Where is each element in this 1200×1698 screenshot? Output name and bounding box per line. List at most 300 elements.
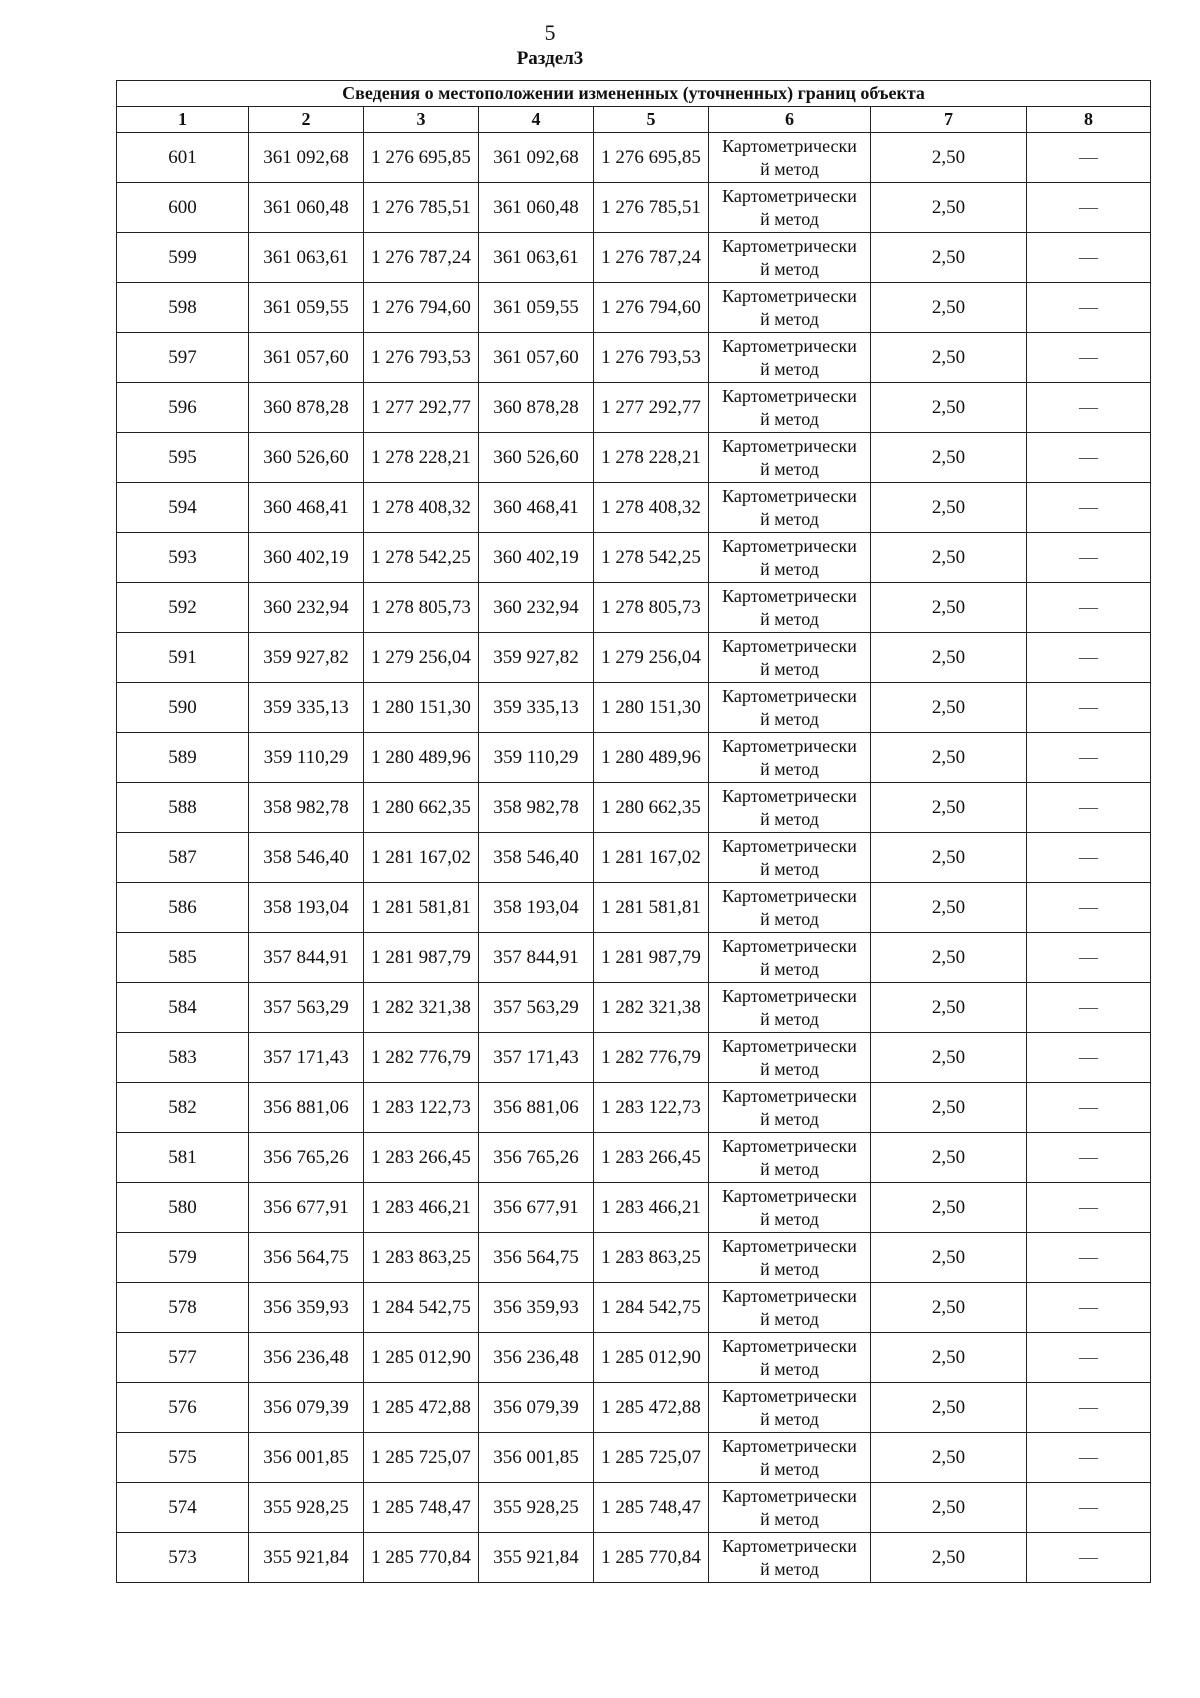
x-new-cell: 357 844,91 <box>479 933 594 983</box>
x-new-cell: 359 335,13 <box>479 683 594 733</box>
table-row <box>117 633 1151 683</box>
x-old-cell: 358 982,78 <box>249 783 364 833</box>
method-line-2: й метод <box>760 1058 819 1079</box>
x-new-cell: 359 110,29 <box>479 733 594 783</box>
y-old-cell: 1 284 542,75 <box>364 1283 479 1333</box>
description-cell: — <box>1027 983 1151 1033</box>
y-old-cell: 1 280 151,30 <box>364 683 479 733</box>
y-new-cell: 1 278 542,25 <box>594 533 709 583</box>
x-old-cell: 357 844,91 <box>249 933 364 983</box>
method-line-2: й метод <box>760 758 819 779</box>
accuracy-cell: 2,50 <box>871 333 1027 383</box>
table-row <box>117 683 1151 733</box>
column-number-header: 2 <box>249 107 364 133</box>
point-number-cell: 573 <box>117 1533 249 1583</box>
description-cell: — <box>1027 233 1151 283</box>
x-old-cell: 361 059,55 <box>249 283 364 333</box>
table-row <box>117 233 1151 283</box>
y-new-cell: 1 276 787,24 <box>594 233 709 283</box>
x-new-cell: 361 057,60 <box>479 333 594 383</box>
method-cell <box>709 1083 871 1133</box>
method-line-1: Картометрически <box>722 335 857 356</box>
x-new-cell: 361 059,55 <box>479 283 594 333</box>
method-line-1: Картометрически <box>722 1135 857 1156</box>
method-line-2: й метод <box>760 1458 819 1479</box>
method-line-1: Картометрически <box>722 735 857 756</box>
method-line-1: Картометрически <box>722 585 857 606</box>
y-new-cell: 1 280 662,35 <box>594 783 709 833</box>
y-old-cell: 1 277 292,77 <box>364 383 479 433</box>
description-cell: — <box>1027 933 1151 983</box>
x-new-cell: 355 921,84 <box>479 1533 594 1583</box>
accuracy-cell: 2,50 <box>871 133 1027 183</box>
description-cell: — <box>1027 833 1151 883</box>
accuracy-cell: 2,50 <box>871 1383 1027 1433</box>
method-line-2: й метод <box>760 1158 819 1179</box>
y-new-cell: 1 281 987,79 <box>594 933 709 983</box>
x-new-cell: 356 079,39 <box>479 1383 594 1433</box>
method-cell <box>709 1033 871 1083</box>
method-line-2: й метод <box>760 658 819 679</box>
accuracy-cell: 2,50 <box>871 283 1027 333</box>
accuracy-cell: 2,50 <box>871 1533 1027 1583</box>
column-number-row <box>117 107 1151 133</box>
point-number-cell: 592 <box>117 583 249 633</box>
point-number-cell: 591 <box>117 633 249 683</box>
accuracy-cell: 2,50 <box>871 1283 1027 1333</box>
y-new-cell: 1 276 794,60 <box>594 283 709 333</box>
y-new-cell: 1 284 542,75 <box>594 1283 709 1333</box>
point-number-cell: 581 <box>117 1133 249 1183</box>
method-cell <box>709 1483 871 1533</box>
accuracy-cell: 2,50 <box>871 583 1027 633</box>
x-new-cell: 361 092,68 <box>479 133 594 183</box>
table-row <box>117 1533 1151 1583</box>
description-cell: — <box>1027 1333 1151 1383</box>
method-line-2: й метод <box>760 158 819 179</box>
x-new-cell: 357 563,29 <box>479 983 594 1033</box>
column-number-header: 5 <box>594 107 709 133</box>
x-old-cell: 359 927,82 <box>249 633 364 683</box>
x-new-cell: 356 881,06 <box>479 1083 594 1133</box>
description-cell: — <box>1027 633 1151 683</box>
point-number-cell: 586 <box>117 883 249 933</box>
description-cell: — <box>1027 1483 1151 1533</box>
y-new-cell: 1 276 785,51 <box>594 183 709 233</box>
table-row <box>117 1483 1151 1533</box>
method-line-2: й метод <box>760 1358 819 1379</box>
x-old-cell: 356 881,06 <box>249 1083 364 1133</box>
table-row <box>117 283 1151 333</box>
y-new-cell: 1 278 228,21 <box>594 433 709 483</box>
method-cell <box>709 283 871 333</box>
y-new-cell: 1 282 321,38 <box>594 983 709 1033</box>
y-old-cell: 1 278 408,32 <box>364 483 479 533</box>
method-line-2: й метод <box>760 558 819 579</box>
x-old-cell: 360 232,94 <box>249 583 364 633</box>
description-cell: — <box>1027 533 1151 583</box>
method-line-1: Картометрически <box>722 685 857 706</box>
y-new-cell: 1 278 408,32 <box>594 483 709 533</box>
x-old-cell: 356 677,91 <box>249 1183 364 1233</box>
y-new-cell: 1 276 793,53 <box>594 333 709 383</box>
method-line-1: Картометрически <box>722 835 857 856</box>
column-number-header: 7 <box>871 107 1027 133</box>
table-row <box>117 383 1151 433</box>
table-row <box>117 1033 1151 1083</box>
point-number-cell: 580 <box>117 1183 249 1233</box>
x-new-cell: 360 402,19 <box>479 533 594 583</box>
accuracy-cell: 2,50 <box>871 183 1027 233</box>
y-old-cell: 1 285 012,90 <box>364 1333 479 1383</box>
table-body <box>117 133 1151 1583</box>
description-cell: — <box>1027 283 1151 333</box>
x-new-cell: 356 236,48 <box>479 1333 594 1383</box>
method-line-1: Картометрически <box>722 1185 857 1206</box>
method-line-1: Картометрически <box>722 435 857 456</box>
y-new-cell: 1 279 256,04 <box>594 633 709 683</box>
description-cell: — <box>1027 333 1151 383</box>
x-new-cell: 360 526,60 <box>479 433 594 483</box>
method-cell <box>709 383 871 433</box>
x-old-cell: 358 193,04 <box>249 883 364 933</box>
method-cell <box>709 483 871 533</box>
method-line-2: й метод <box>760 308 819 329</box>
x-old-cell: 356 765,26 <box>249 1133 364 1183</box>
x-new-cell: 358 193,04 <box>479 883 594 933</box>
description-cell: — <box>1027 433 1151 483</box>
table-row <box>117 833 1151 883</box>
point-number-cell: 594 <box>117 483 249 533</box>
table-row <box>117 333 1151 383</box>
y-old-cell: 1 285 748,47 <box>364 1483 479 1533</box>
method-cell <box>709 333 871 383</box>
x-old-cell: 357 171,43 <box>249 1033 364 1083</box>
method-line-2: й метод <box>760 708 819 729</box>
x-old-cell: 359 335,13 <box>249 683 364 733</box>
point-number-cell: 587 <box>117 833 249 883</box>
method-cell <box>709 983 871 1033</box>
method-cell <box>709 233 871 283</box>
accuracy-cell: 2,50 <box>871 1033 1027 1083</box>
method-line-2: й метод <box>760 1208 819 1229</box>
x-old-cell: 360 878,28 <box>249 383 364 433</box>
y-old-cell: 1 282 321,38 <box>364 983 479 1033</box>
y-old-cell: 1 276 787,24 <box>364 233 479 283</box>
x-old-cell: 361 092,68 <box>249 133 364 183</box>
x-new-cell: 360 878,28 <box>479 383 594 433</box>
method-cell <box>709 533 871 583</box>
method-line-2: й метод <box>760 1008 819 1029</box>
method-cell <box>709 1183 871 1233</box>
x-old-cell: 360 526,60 <box>249 433 364 483</box>
method-line-2: й метод <box>760 808 819 829</box>
y-old-cell: 1 279 256,04 <box>364 633 479 683</box>
point-number-cell: 598 <box>117 283 249 333</box>
point-number-cell: 600 <box>117 183 249 233</box>
method-line-2: й метод <box>760 358 819 379</box>
table-row <box>117 1333 1151 1383</box>
y-old-cell: 1 278 542,25 <box>364 533 479 583</box>
method-line-2: й метод <box>760 608 819 629</box>
y-old-cell: 1 276 785,51 <box>364 183 479 233</box>
table-row <box>117 1383 1151 1433</box>
method-cell <box>709 133 871 183</box>
accuracy-cell: 2,50 <box>871 683 1027 733</box>
accuracy-cell: 2,50 <box>871 233 1027 283</box>
method-line-1: Картометрически <box>722 1535 857 1556</box>
accuracy-cell: 2,50 <box>871 433 1027 483</box>
description-cell: — <box>1027 1083 1151 1133</box>
description-cell: — <box>1027 583 1151 633</box>
x-old-cell: 358 546,40 <box>249 833 364 883</box>
y-new-cell: 1 283 863,25 <box>594 1233 709 1283</box>
accuracy-cell: 2,50 <box>871 533 1027 583</box>
method-line-1: Картометрически <box>722 785 857 806</box>
column-number-header: 8 <box>1027 107 1151 133</box>
method-line-2: й метод <box>760 908 819 929</box>
point-number-cell: 589 <box>117 733 249 783</box>
table-row <box>117 883 1151 933</box>
method-line-1: Картометрически <box>722 535 857 556</box>
description-cell: — <box>1027 183 1151 233</box>
method-cell <box>709 1233 871 1283</box>
y-old-cell: 1 278 805,73 <box>364 583 479 633</box>
accuracy-cell: 2,50 <box>871 1433 1027 1483</box>
y-new-cell: 1 285 472,88 <box>594 1383 709 1433</box>
y-old-cell: 1 276 695,85 <box>364 133 479 183</box>
method-line-1: Картометрически <box>722 185 857 206</box>
column-number-header: 3 <box>364 107 479 133</box>
point-number-cell: 574 <box>117 1483 249 1533</box>
x-old-cell: 360 468,41 <box>249 483 364 533</box>
point-number-cell: 585 <box>117 933 249 983</box>
x-old-cell: 355 928,25 <box>249 1483 364 1533</box>
accuracy-cell: 2,50 <box>871 633 1027 683</box>
y-new-cell: 1 281 581,81 <box>594 883 709 933</box>
description-cell: — <box>1027 1283 1151 1333</box>
y-new-cell: 1 283 266,45 <box>594 1133 709 1183</box>
method-line-1: Картометрически <box>722 635 857 656</box>
method-cell <box>709 933 871 983</box>
point-number-cell: 582 <box>117 1083 249 1133</box>
x-old-cell: 361 060,48 <box>249 183 364 233</box>
y-new-cell: 1 276 695,85 <box>594 133 709 183</box>
y-new-cell: 1 285 725,07 <box>594 1433 709 1483</box>
y-old-cell: 1 283 266,45 <box>364 1133 479 1183</box>
x-new-cell: 361 060,48 <box>479 183 594 233</box>
point-number-cell: 588 <box>117 783 249 833</box>
method-line-1: Картометрически <box>722 135 857 156</box>
point-number-cell: 576 <box>117 1383 249 1433</box>
point-number-cell: 577 <box>117 1333 249 1383</box>
x-new-cell: 358 982,78 <box>479 783 594 833</box>
y-old-cell: 1 282 776,79 <box>364 1033 479 1083</box>
x-old-cell: 357 563,29 <box>249 983 364 1033</box>
method-cell <box>709 183 871 233</box>
y-new-cell: 1 278 805,73 <box>594 583 709 633</box>
method-line-1: Картометрически <box>722 1435 857 1456</box>
description-cell: — <box>1027 1033 1151 1083</box>
method-cell <box>709 583 871 633</box>
accuracy-cell: 2,50 <box>871 983 1027 1033</box>
y-new-cell: 1 283 466,21 <box>594 1183 709 1233</box>
method-line-1: Картометрически <box>722 935 857 956</box>
table-row <box>117 933 1151 983</box>
y-new-cell: 1 285 770,84 <box>594 1533 709 1583</box>
description-cell: — <box>1027 1233 1151 1283</box>
page-number: 5 <box>544 20 556 45</box>
description-cell: — <box>1027 1183 1151 1233</box>
accuracy-cell: 2,50 <box>871 1183 1027 1233</box>
method-line-1: Картометрически <box>722 985 857 1006</box>
point-number-cell: 601 <box>117 133 249 183</box>
description-cell: — <box>1027 733 1151 783</box>
accuracy-cell: 2,50 <box>871 483 1027 533</box>
description-cell: — <box>1027 1533 1151 1583</box>
x-old-cell: 361 063,61 <box>249 233 364 283</box>
method-cell <box>709 1433 871 1483</box>
x-new-cell: 356 564,75 <box>479 1233 594 1283</box>
x-old-cell: 355 921,84 <box>249 1533 364 1583</box>
method-cell <box>709 1383 871 1433</box>
y-old-cell: 1 278 228,21 <box>364 433 479 483</box>
y-new-cell: 1 282 776,79 <box>594 1033 709 1083</box>
point-number-cell: 579 <box>117 1233 249 1283</box>
boundary-coordinates-table <box>116 80 1151 1583</box>
point-number-cell: 575 <box>117 1433 249 1483</box>
accuracy-cell: 2,50 <box>871 933 1027 983</box>
method-cell <box>709 833 871 883</box>
y-old-cell: 1 283 863,25 <box>364 1233 479 1283</box>
y-new-cell: 1 277 292,77 <box>594 383 709 433</box>
description-cell: — <box>1027 883 1151 933</box>
y-new-cell: 1 285 748,47 <box>594 1483 709 1533</box>
point-number-cell: 578 <box>117 1283 249 1333</box>
y-old-cell: 1 285 472,88 <box>364 1383 479 1433</box>
method-line-2: й метод <box>760 958 819 979</box>
method-cell <box>709 783 871 833</box>
table-row <box>117 133 1151 183</box>
x-new-cell: 356 677,91 <box>479 1183 594 1233</box>
point-number-cell: 590 <box>117 683 249 733</box>
method-line-2: й метод <box>760 1108 819 1129</box>
table-row <box>117 1233 1151 1283</box>
x-old-cell: 361 057,60 <box>249 333 364 383</box>
y-new-cell: 1 280 151,30 <box>594 683 709 733</box>
table-row <box>117 1283 1151 1333</box>
y-new-cell: 1 281 167,02 <box>594 833 709 883</box>
method-line-2: й метод <box>760 408 819 429</box>
y-old-cell: 1 285 770,84 <box>364 1533 479 1583</box>
method-cell <box>709 1533 871 1583</box>
method-line-1: Картометрически <box>722 1285 857 1306</box>
x-new-cell: 357 171,43 <box>479 1033 594 1083</box>
y-old-cell: 1 283 122,73 <box>364 1083 479 1133</box>
method-line-2: й метод <box>760 1308 819 1329</box>
accuracy-cell: 2,50 <box>871 783 1027 833</box>
method-cell <box>709 883 871 933</box>
method-line-1: Картометрически <box>722 1485 857 1506</box>
y-old-cell: 1 281 167,02 <box>364 833 479 883</box>
y-old-cell: 1 276 793,53 <box>364 333 479 383</box>
method-line-1: Картометрически <box>722 385 857 406</box>
y-old-cell: 1 283 466,21 <box>364 1183 479 1233</box>
table-row <box>117 1433 1151 1483</box>
x-old-cell: 356 079,39 <box>249 1383 364 1433</box>
point-number-cell: 593 <box>117 533 249 583</box>
table-row <box>117 733 1151 783</box>
method-cell <box>709 433 871 483</box>
method-line-1: Картометрически <box>722 1235 857 1256</box>
table-caption: Сведения о местоположении измененных (уточненных) границ объекта <box>117 81 1151 107</box>
point-number-cell: 597 <box>117 333 249 383</box>
description-cell: — <box>1027 1383 1151 1433</box>
description-cell: — <box>1027 483 1151 533</box>
description-cell: — <box>1027 683 1151 733</box>
x-old-cell: 356 564,75 <box>249 1233 364 1283</box>
accuracy-cell: 2,50 <box>871 1333 1027 1383</box>
accuracy-cell: 2,50 <box>871 733 1027 783</box>
point-number-cell: 583 <box>117 1033 249 1083</box>
table-row <box>117 433 1151 483</box>
method-line-1: Картометрически <box>722 885 857 906</box>
method-line-2: й метод <box>760 458 819 479</box>
accuracy-cell: 2,50 <box>871 383 1027 433</box>
description-cell: — <box>1027 1433 1151 1483</box>
x-new-cell: 360 468,41 <box>479 483 594 533</box>
method-line-1: Картометрически <box>722 285 857 306</box>
method-line-2: й метод <box>760 1508 819 1529</box>
point-number-cell: 596 <box>117 383 249 433</box>
accuracy-cell: 2,50 <box>871 833 1027 883</box>
column-number-header: 1 <box>117 107 249 133</box>
x-old-cell: 359 110,29 <box>249 733 364 783</box>
method-line-2: й метод <box>760 208 819 229</box>
method-line-2: й метод <box>760 1408 819 1429</box>
x-new-cell: 356 765,26 <box>479 1133 594 1183</box>
accuracy-cell: 2,50 <box>871 1483 1027 1533</box>
accuracy-cell: 2,50 <box>871 1233 1027 1283</box>
method-cell <box>709 733 871 783</box>
point-number-cell: 595 <box>117 433 249 483</box>
table-row <box>117 783 1151 833</box>
point-number-cell: 599 <box>117 233 249 283</box>
description-cell: — <box>1027 383 1151 433</box>
description-cell: — <box>1027 1133 1151 1183</box>
y-new-cell: 1 285 012,90 <box>594 1333 709 1383</box>
y-old-cell: 1 285 725,07 <box>364 1433 479 1483</box>
y-old-cell: 1 280 662,35 <box>364 783 479 833</box>
x-old-cell: 356 001,85 <box>249 1433 364 1483</box>
table-row <box>117 983 1151 1033</box>
accuracy-cell: 2,50 <box>871 1083 1027 1133</box>
point-number-cell: 584 <box>117 983 249 1033</box>
accuracy-cell: 2,50 <box>871 883 1027 933</box>
method-line-1: Картометрически <box>722 485 857 506</box>
y-new-cell: 1 283 122,73 <box>594 1083 709 1133</box>
method-cell <box>709 1333 871 1383</box>
method-line-2: й метод <box>760 508 819 529</box>
x-new-cell: 360 232,94 <box>479 583 594 633</box>
x-new-cell: 355 928,25 <box>479 1483 594 1533</box>
method-line-2: й метод <box>760 1558 819 1579</box>
method-line-2: й метод <box>760 1258 819 1279</box>
method-cell <box>709 1283 871 1333</box>
column-number-header: 6 <box>709 107 871 133</box>
method-line-1: Картометрически <box>722 1085 857 1106</box>
y-old-cell: 1 281 581,81 <box>364 883 479 933</box>
